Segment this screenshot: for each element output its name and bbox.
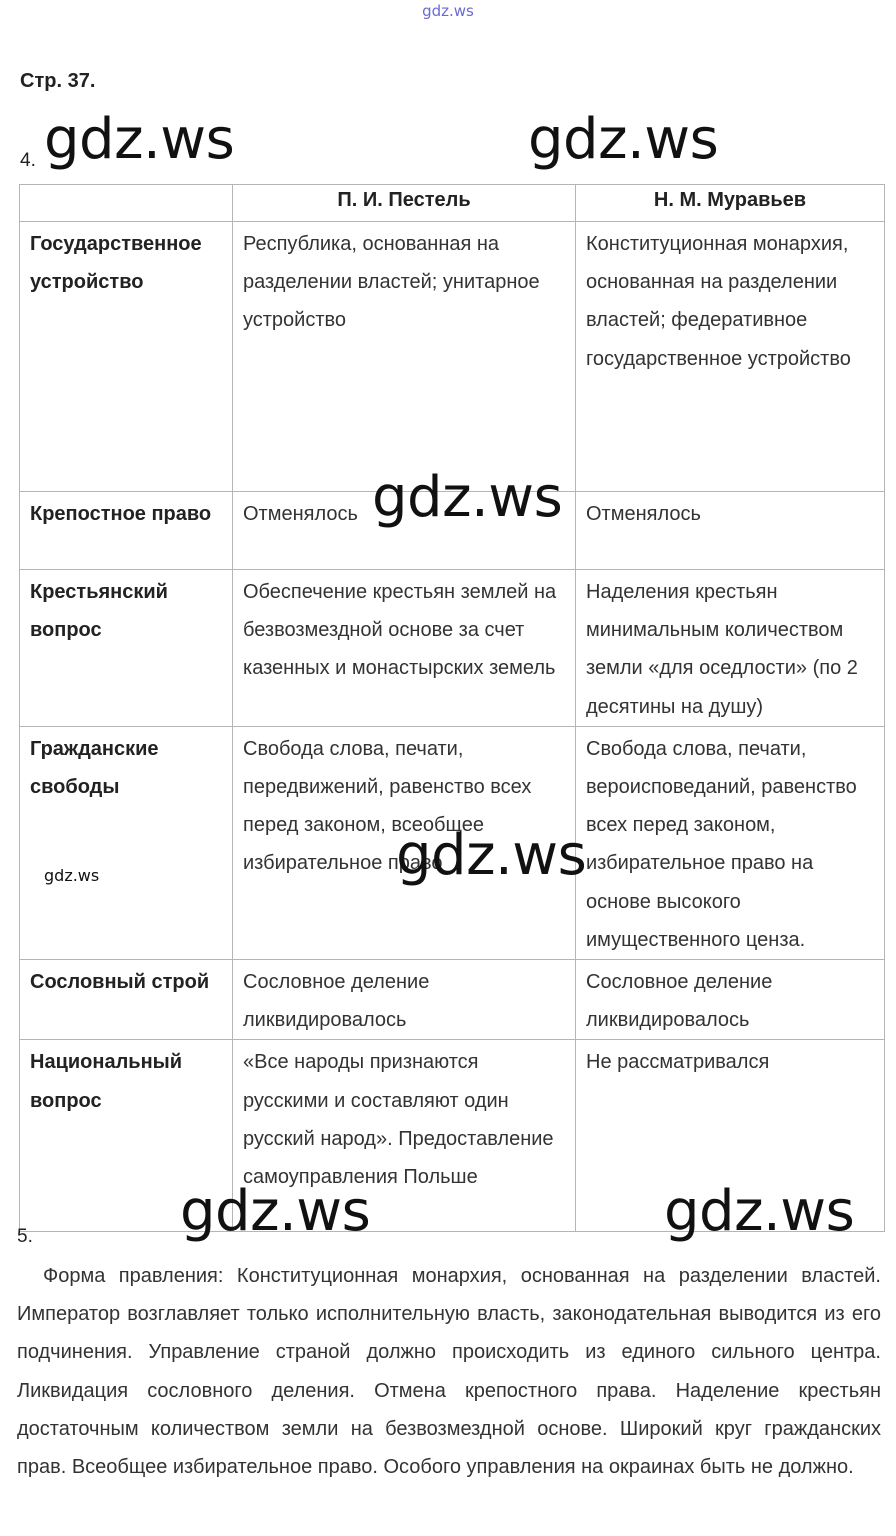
- table-header-row: [20, 185, 885, 222]
- header-muravyev: Н. М. Муравьев: [576, 185, 885, 222]
- cell-pestel: Республика, основанная на разделении властей; унитарное устройство: [233, 222, 576, 492]
- comparison-table: [19, 184, 885, 1232]
- site-watermark-top: gdz.ws: [422, 2, 474, 20]
- row-label: Крепостное право: [20, 492, 233, 570]
- watermark: gdz.ws: [664, 1179, 855, 1244]
- cell-pestel: «Все народы признаются русскими и составляют один русский народ». Предоставление самоуправления Польше: [233, 1040, 576, 1232]
- cell-pestel: Сословное деление ликвидировалось: [233, 960, 576, 1040]
- table-row: [20, 960, 885, 1040]
- row-label: Национальный вопрос: [20, 1040, 233, 1232]
- task-5-number: 5.: [17, 1226, 33, 1247]
- cell-pestel: Отменялось: [233, 492, 576, 570]
- cell-muravyev: Отменялось: [576, 492, 885, 570]
- header-empty: [20, 185, 233, 222]
- watermark: gdz.ws: [396, 823, 587, 888]
- header-pestel: П. И. Пестель: [233, 185, 576, 222]
- watermark: gdz.ws: [180, 1179, 371, 1244]
- watermark-small: gdz.ws: [44, 866, 100, 885]
- table-row: [20, 570, 885, 727]
- cell-muravyev: Свобода слова, печати, вероисповеданий, равенство всех перед законом, избирательное право на основе высокого имущественного ценза.: [576, 726, 885, 959]
- cell-pestel: Свобода слова, печати, передвижений, равенство всех перед законом, всеобщее избирательное право: [233, 726, 576, 959]
- row-label: Государственное устройство: [20, 222, 233, 492]
- watermark: gdz.ws: [44, 107, 235, 172]
- cell-muravyev: Конституционная монархия, основанная на разделении властей; федеративное государственное устройство: [576, 222, 885, 492]
- task-5-text: Форма правления: Конституционная монархия, основанная на разделении властей. Император возглавляет только исполнительную власть, законодательная выводится из его подчинения. Управление страной должно происходить из единого сильного центра. Ликвидация сословного деления. Отмена крепостного права. Наделение крестьян достаточным количеством земли на безвозмездной основе. Широкий круг гражданских прав. Всеобщее избирательное право. Особого управления на окраинах быть не должно.: [17, 1265, 881, 1479]
- cell-pestel: Обеспечение крестьян землей на безвозмездной основе за счет казенных и монастырских земель: [233, 570, 576, 727]
- cell-muravyev: Не рассматривался: [576, 1040, 885, 1232]
- cell-muravyev: Наделения крестьян минимальным количеством земли «для оседлости» (по 2 десятины на душу): [576, 570, 885, 727]
- task-4-number: 4.: [20, 150, 36, 171]
- cell-muravyev: Сословное деление ликвидировалось: [576, 960, 885, 1040]
- page-label: Стр. 37.: [20, 70, 96, 92]
- row-label: Крестьянский вопрос: [20, 570, 233, 727]
- watermark: gdz.ws: [372, 465, 563, 530]
- row-label: Сословный строй: [20, 960, 233, 1040]
- row-label: Гражданские свободы: [20, 726, 233, 959]
- watermark: gdz.ws: [528, 107, 719, 172]
- table-row: [20, 222, 885, 492]
